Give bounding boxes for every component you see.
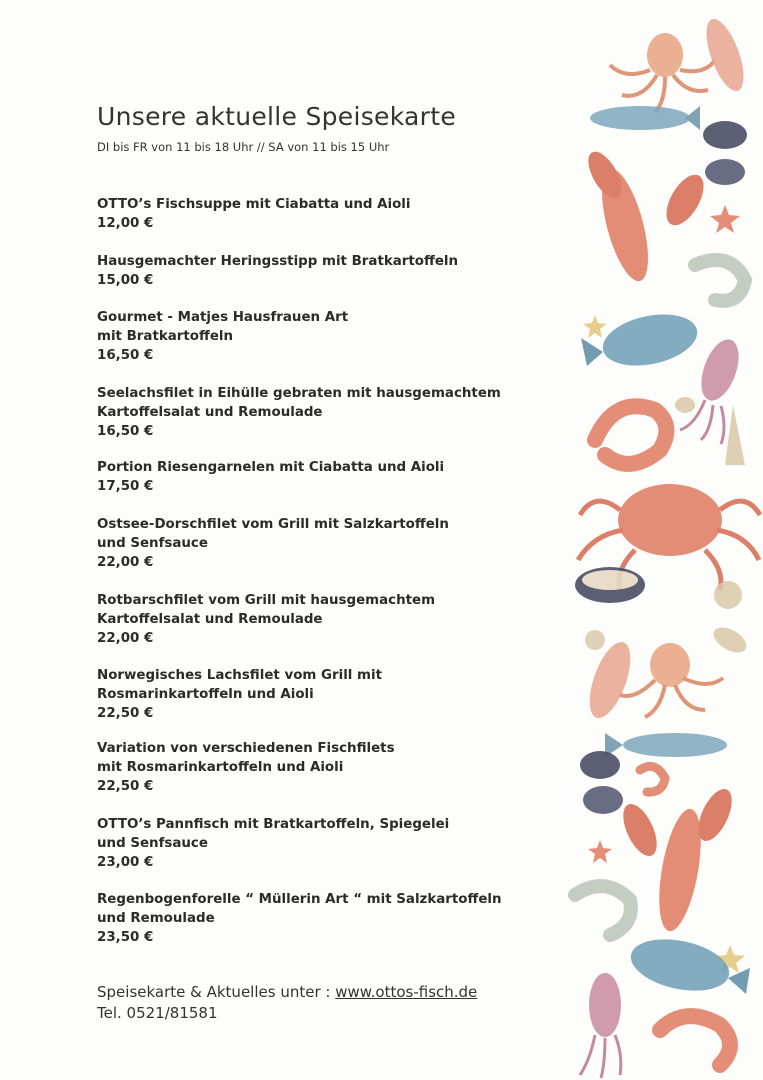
menu-item-price: 22,00 €: [97, 555, 154, 570]
menu-item-name: Ostsee-Dorschfilet vom Grill mit Salzkartoffeln und Senfsauce: [97, 517, 449, 551]
fish-icon: [699, 15, 751, 96]
shrimp-icon: [575, 886, 631, 935]
menu-item-price: 22,00 €: [97, 631, 154, 646]
menu-item: [97, 195, 567, 233]
menu-item-name: Norwegisches Lachsfilet vom Grill mit Rosmarinkartoffeln und Aioli: [97, 668, 382, 702]
menu-item: [97, 739, 567, 796]
fish-icon: [581, 307, 702, 374]
menu-item-price: 23,00 €: [97, 855, 154, 870]
page-title: Unsere aktuelle Speisekarte: [97, 102, 457, 131]
menu-item: [97, 458, 567, 496]
shrimp-icon: [640, 766, 665, 792]
mussel-icon: [580, 751, 623, 814]
shell-icon: [675, 397, 745, 465]
menu-item-price: 23,50 €: [97, 930, 154, 945]
fish-icon: [581, 637, 638, 723]
menu-item-price: 22,50 €: [97, 779, 154, 794]
menu-item: [97, 515, 567, 572]
menu-item-price: 17,50 €: [97, 479, 154, 494]
menu-item-name: Hausgemachter Heringsstipp mit Bratkartoffeln: [97, 254, 459, 269]
menu-header: [97, 102, 567, 154]
menu-item-name: Seelachsfilet in Eihülle gebraten mit hausgemachtem Kartoffelsalat und Remoulade: [97, 386, 501, 420]
octopus-icon: [610, 33, 715, 112]
footer: [97, 982, 477, 1024]
menu-item-price: 15,00 €: [97, 273, 154, 288]
menu-item-name: Gourmet - Matjes Hausfrauen Art mit Bratkartoffeln: [97, 310, 349, 344]
fish-icon: [605, 733, 727, 757]
menu-item-price: 16,50 €: [97, 348, 154, 363]
seafood-illustration-border: [565, 0, 763, 1080]
starfish-icon: [710, 205, 740, 233]
menu-item: [97, 815, 567, 872]
shell-icon: [714, 581, 742, 609]
shrimp-icon: [695, 260, 745, 301]
menu-item: [97, 890, 567, 947]
starfish-icon: [583, 315, 607, 338]
menu-item: [97, 252, 567, 290]
menu-item-name: OTTO’s Fischsuppe mit Ciabatta und Aioli: [97, 197, 411, 212]
menu-item: [97, 384, 567, 441]
website-link[interactable]: www.ottos-fisch.de: [335, 983, 478, 1001]
mussel-icon: [575, 567, 645, 603]
menu-item: [97, 308, 567, 365]
menu-item-price: 16,50 €: [97, 424, 154, 439]
footer-label: Speisekarte & Aktuelles unter :: [97, 983, 336, 1001]
menu-item: [97, 666, 567, 723]
menu-item-name: Rotbarschfilet vom Grill mit hausgemachtem Kartoffelsalat und Remoulade: [97, 593, 436, 627]
menu-item-name: Variation von verschiedenen Fischfilets mit Rosmarinkartoffeln und Aioli: [97, 741, 395, 775]
squid-icon: [580, 973, 621, 1078]
footer-phone: Tel. 0521/81581: [97, 1004, 218, 1022]
menu-item-price: 22,50 €: [97, 706, 154, 721]
menu-item: [97, 591, 567, 648]
shrimp-icon: [595, 406, 666, 464]
menu-item-name: OTTO’s Pannfisch mit Bratkartoffeln, Spiegelei und Senfsauce: [97, 817, 450, 851]
octopus-icon: [620, 643, 723, 717]
menu-item-price: 12,00 €: [97, 216, 154, 231]
footer-website-line: [97, 982, 477, 1003]
shrimp-icon: [660, 1016, 730, 1065]
opening-hours: DI bis FR von 11 bis 18 Uhr // SA von 11 bis 15 Uhr: [97, 140, 390, 154]
fish-icon: [590, 106, 700, 130]
menu-item-name: Portion Riesengarnelen mit Ciabatta und Aioli: [97, 460, 445, 475]
menu-item-name: Regenbogenforelle “ Müllerin Art “ mit Salzkartoffeln und Remoulade: [97, 892, 502, 926]
mussel-icon: [703, 121, 747, 185]
